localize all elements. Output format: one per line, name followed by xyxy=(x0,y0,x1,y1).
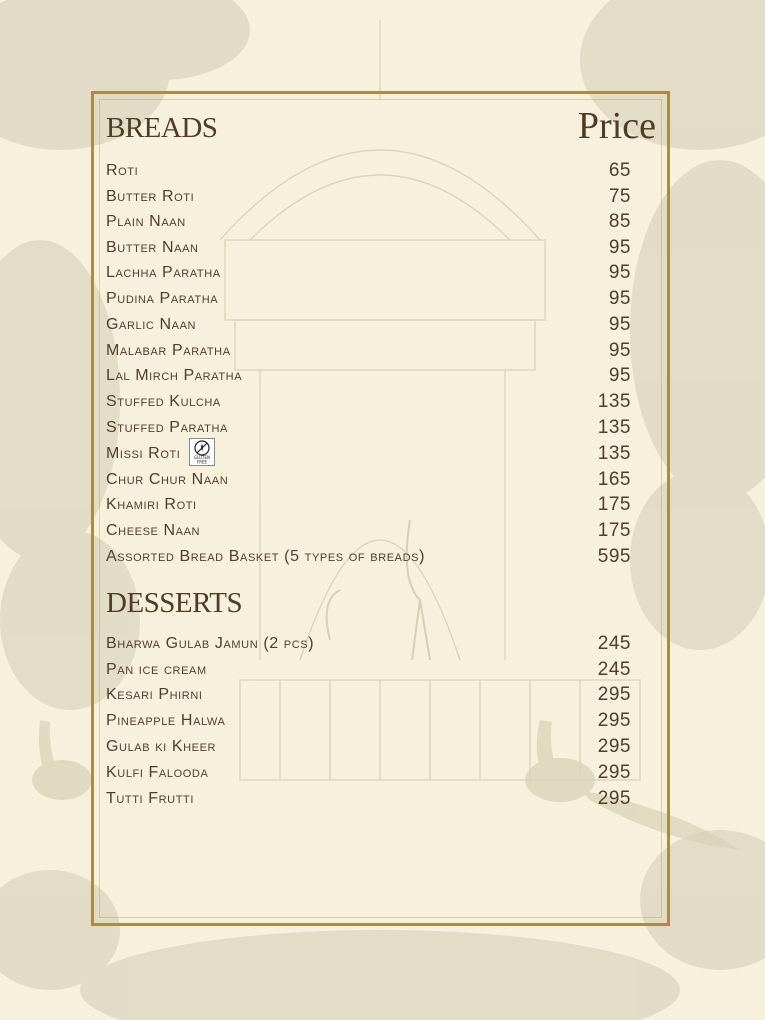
item-name: Roti xyxy=(106,162,139,179)
item-price: 95 xyxy=(608,340,631,361)
item-name: Pineapple Halwa xyxy=(106,712,226,729)
item-price: 95 xyxy=(608,314,631,335)
menu-item xyxy=(106,738,631,762)
menu-item xyxy=(106,686,631,710)
menu-item xyxy=(106,790,631,814)
item-name: Khamiri Roti xyxy=(106,496,197,513)
item-price: 95 xyxy=(608,288,631,309)
menu-item xyxy=(106,393,631,417)
menu-item xyxy=(106,548,631,572)
item-name: Kesari Phirni xyxy=(106,686,203,703)
item-price: 85 xyxy=(608,211,631,232)
item-price: 295 xyxy=(597,684,631,705)
item-name: Butter Roti xyxy=(106,188,195,205)
item-price: 245 xyxy=(597,659,631,680)
item-price: 95 xyxy=(608,262,631,283)
badge-line2: FREE xyxy=(196,459,208,465)
menu-item xyxy=(106,712,631,736)
badge-line1: GLUTEN xyxy=(193,455,211,460)
menu-item xyxy=(106,162,631,186)
item-price: 295 xyxy=(597,710,631,731)
menu-item xyxy=(106,342,631,366)
menu-item xyxy=(106,419,631,443)
menu-item xyxy=(106,522,631,546)
item-price: 65 xyxy=(608,160,631,181)
item-price: 295 xyxy=(597,788,631,809)
item-name: Lachha Paratha xyxy=(106,264,221,281)
menu-item xyxy=(106,496,631,520)
breads-heading: BREADS xyxy=(106,112,218,144)
gluten-free-icon xyxy=(189,438,215,466)
item-price: 75 xyxy=(608,186,631,207)
item-price: 135 xyxy=(597,391,631,412)
item-name: Tutti Frutti xyxy=(106,790,195,807)
item-name: Plain Naan xyxy=(106,213,186,230)
item-name: Stuffed Kulcha xyxy=(106,393,221,410)
menu-item xyxy=(106,213,631,237)
menu-item xyxy=(106,290,631,314)
menu-item xyxy=(106,188,631,212)
item-name: Missi Roti xyxy=(106,445,181,462)
item-price: 175 xyxy=(597,520,631,541)
item-price: 165 xyxy=(597,469,631,490)
item-price: 135 xyxy=(597,417,631,438)
menu-item xyxy=(106,316,631,340)
menu-item xyxy=(106,764,631,788)
item-price: 175 xyxy=(597,494,631,515)
item-price: 595 xyxy=(597,546,631,567)
item-name: Chur Chur Naan xyxy=(106,471,229,488)
item-price: 95 xyxy=(608,365,631,386)
item-name: Pan ice cream xyxy=(106,661,207,678)
item-name: Stuffed Paratha xyxy=(106,419,228,436)
item-name: Malabar Paratha xyxy=(106,342,231,359)
menu-item xyxy=(106,661,631,685)
menu-item xyxy=(106,635,631,659)
item-name: Bharwa Gulab Jamun (2 pcs) xyxy=(106,635,315,652)
item-price: 245 xyxy=(597,633,631,654)
item-name: Assorted Bread Basket (5 types of breads) xyxy=(106,548,426,565)
item-name: Cheese Naan xyxy=(106,522,201,539)
item-price: 95 xyxy=(608,237,631,258)
item-price: 295 xyxy=(597,762,631,783)
item-name: Pudina Paratha xyxy=(106,290,219,307)
item-price: 135 xyxy=(597,443,631,464)
item-name: Kulfi Falooda xyxy=(106,764,209,781)
item-name: Garlic Naan xyxy=(106,316,197,333)
price-heading: Price xyxy=(577,105,656,147)
desserts-heading: DESSERTS xyxy=(106,587,243,619)
item-name: Lal Mirch Paratha xyxy=(106,367,243,384)
item-price: 295 xyxy=(597,736,631,757)
item-name: Gulab ki Kheer xyxy=(106,738,217,755)
menu-item xyxy=(106,239,631,263)
menu-item xyxy=(106,367,631,391)
menu-item xyxy=(106,471,631,495)
menu-item xyxy=(106,264,631,288)
item-name: Butter Naan xyxy=(106,239,199,256)
menu-item xyxy=(106,445,631,469)
